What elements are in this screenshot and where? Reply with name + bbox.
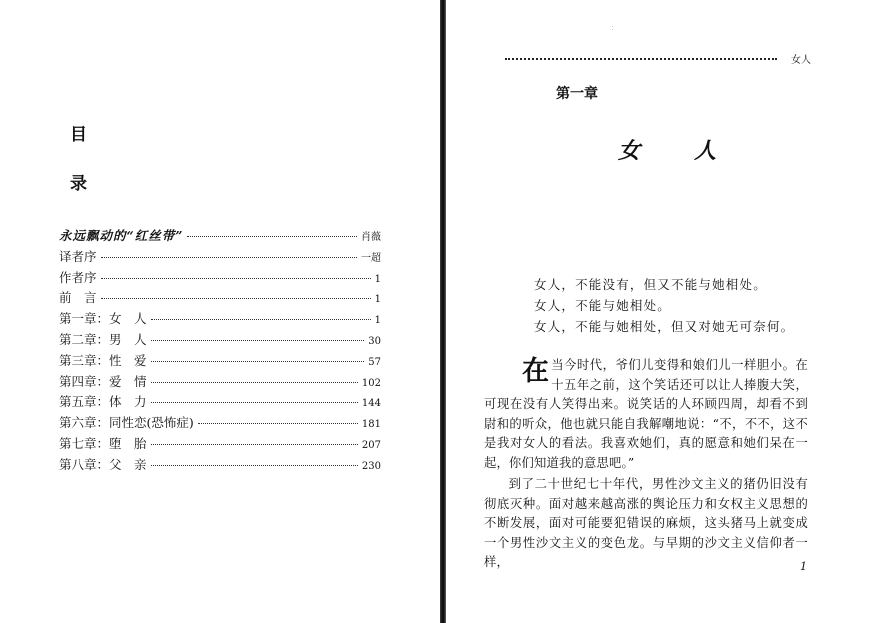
- toc-entry[interactable]: [59, 372, 381, 393]
- left-page: [0, 0, 440, 623]
- running-head-rule: [505, 58, 777, 60]
- toc-entry-page: 30: [368, 335, 381, 347]
- toc-leader-dots: [101, 257, 357, 258]
- toc-entry[interactable]: [59, 226, 381, 247]
- toc-entry[interactable]: [59, 268, 381, 289]
- paragraph: [484, 356, 808, 473]
- table-of-contents: [59, 226, 381, 476]
- toc-leader-dots: [101, 278, 371, 279]
- toc-entry-label: 第一章：女 人: [59, 311, 147, 327]
- toc-heading-char-2: 录: [70, 174, 87, 194]
- toc-entry-page: 一超: [361, 252, 381, 264]
- toc-entry-page: 230: [361, 460, 381, 472]
- drop-cap: 在: [522, 356, 550, 387]
- toc-entry-page: 1: [374, 273, 381, 285]
- toc-leader-dots: [151, 361, 365, 362]
- toc-entry[interactable]: [59, 309, 381, 330]
- toc-entry-label: 第七章：堕 胎: [59, 435, 147, 451]
- body-text: [484, 356, 808, 573]
- toc-entry-label: 第六章：同性恋(恐怖症): [59, 415, 194, 431]
- toc-entry[interactable]: [59, 413, 381, 434]
- running-head: 女人: [791, 55, 811, 66]
- toc-entry[interactable]: [59, 434, 381, 455]
- toc-entry-page: 57: [368, 356, 381, 368]
- epigraph: [534, 275, 794, 338]
- epigraph-line: 女人，不能与她相处，但又对她无可奈何。: [534, 319, 795, 334]
- chapter-title: 女人: [618, 138, 771, 164]
- scan-mark: ：: [611, 24, 618, 32]
- toc-entry-page: 181: [361, 419, 381, 431]
- toc-leader-dots: [151, 319, 371, 320]
- toc-entry-label: 第八章：父 亲: [59, 456, 147, 472]
- toc-entry-page: 肖薇: [361, 232, 381, 243]
- toc-leader-dots: [187, 236, 357, 237]
- epigraph-line: 女人，不能没有，但又不能与她相处。: [534, 277, 767, 292]
- toc-entry-label: 第二章：男 人: [59, 331, 147, 347]
- toc-entry-page: 144: [361, 398, 381, 410]
- page-number: 1: [800, 560, 807, 573]
- toc-leader-dots: [151, 382, 358, 383]
- epigraph-line: 女人，不能与她相处。: [534, 298, 672, 313]
- toc-entry[interactable]: [59, 455, 381, 476]
- toc-leader-dots: [151, 465, 358, 466]
- toc-entry-page: 1: [374, 294, 381, 306]
- toc-entry-page: 207: [361, 439, 381, 451]
- toc-entry-label: 译者序: [59, 248, 97, 264]
- toc-entry[interactable]: [59, 351, 381, 372]
- toc-entry[interactable]: [59, 392, 381, 413]
- toc-entry-label: 前 言: [59, 290, 97, 306]
- toc-leader-dots: [151, 402, 358, 403]
- toc-entry-label: 第四章：爱 情: [59, 373, 147, 389]
- toc-leader-dots: [151, 444, 358, 445]
- paragraph-text: 当今时代，爷们儿变得和娘们儿一样胆小。在十五年之前，这个笑话还可以让人捧腹大笑，可现在没有人笑得出来。说笑话的人环顾四周，却看不到尉和的听众，他也就只能自我解嘲地说：“不，不不，这不是我对女人的看法。我喜欢她们，真的愿意和她们呆在一起，你们知道我的意思吧。”: [484, 358, 808, 470]
- toc-leader-dots: [151, 340, 365, 341]
- paragraph: 到了二十世纪七十年代，男性沙文主义的猪仍旧没有彻底灭种。面对越来越高涨的舆论压力和女权主义思想的不断发展，面对可能要犯错误的麻烦，这头猪马上就变成一个男性沙文主义的变色龙。与早期的沙文主义信仰者一样，: [484, 477, 808, 569]
- toc-entry-label: 作者序: [59, 269, 97, 285]
- toc-entry[interactable]: [59, 288, 381, 309]
- toc-entry-label: 第三章：性 爱: [59, 352, 147, 368]
- toc-entry[interactable]: [59, 247, 381, 268]
- toc-heading-char-1: 目: [70, 125, 87, 145]
- toc-entry-page: 102: [361, 377, 381, 389]
- toc-entry-page: 1: [374, 315, 381, 327]
- toc-entry-label: 永远飘动的“红丝带”: [59, 228, 184, 243]
- toc-leader-dots: [101, 298, 371, 299]
- toc-entry[interactable]: [59, 330, 381, 351]
- toc-entry-label: 第五章：体 力: [59, 394, 147, 410]
- chapter-number: 第一章: [556, 86, 598, 102]
- toc-leader-dots: [198, 423, 358, 424]
